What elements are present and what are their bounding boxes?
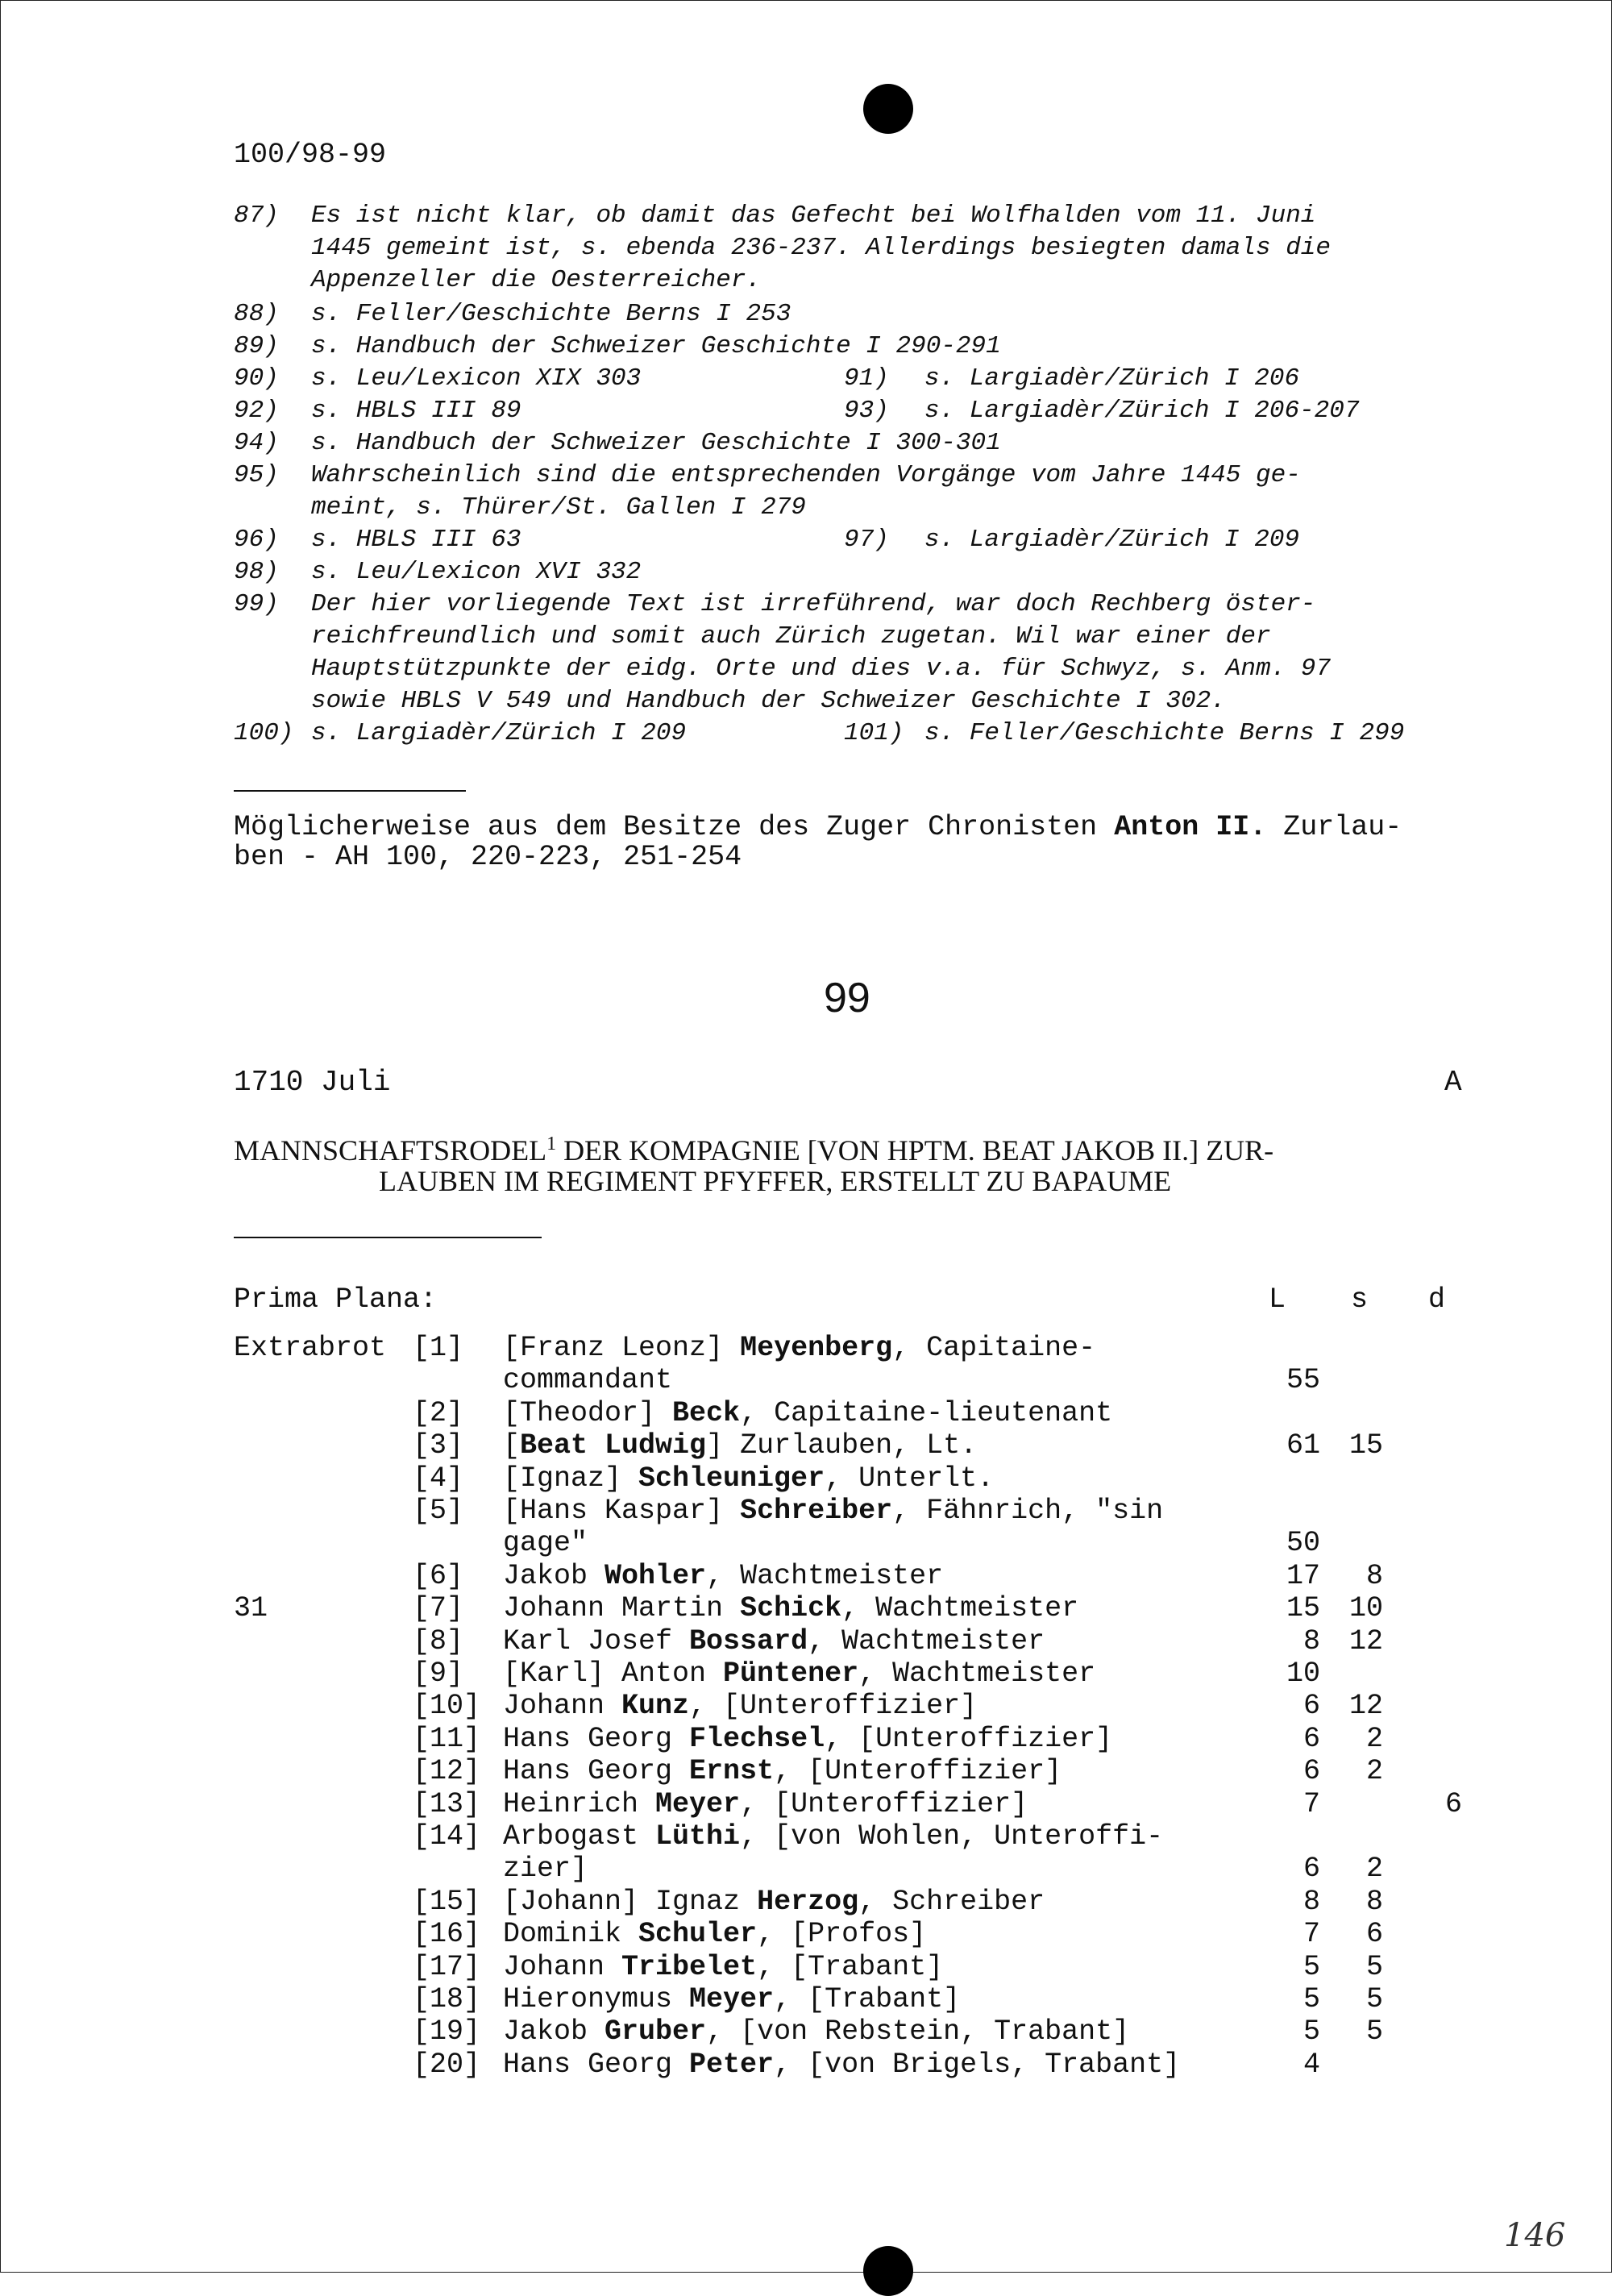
roster-surname: Gruber — [604, 2015, 707, 2048]
roster-index: [13] — [413, 1788, 481, 1820]
footnote-number: 93) — [844, 397, 889, 425]
roster-surname: Herzog — [757, 1886, 859, 1918]
roster-index: [9] — [413, 1658, 464, 1690]
roster-name-post: , [Profos] — [757, 1918, 927, 1950]
roster-person — [503, 1560, 943, 1592]
roster-index: [6] — [413, 1560, 464, 1592]
roster-row — [0, 1364, 1612, 1396]
footnote-number: 101) — [844, 719, 904, 747]
footnote-text-line: s. HBLS III 89 — [311, 397, 521, 425]
provenance-bold-name: Anton II. — [1114, 811, 1267, 843]
document-reference: 100/98-99 — [234, 139, 387, 171]
roster-value-s: 5 — [1365, 1983, 1383, 2015]
footnote-text-line: s. Feller/Geschichte Berns I 299 — [924, 719, 1405, 747]
roster-surname: Lüthi — [655, 1820, 741, 1853]
roster-row — [0, 1886, 1612, 1918]
footnote-text-line: s. HBLS III 63 — [311, 526, 521, 554]
roster-row — [0, 1462, 1612, 1495]
roster-person — [503, 1625, 1045, 1658]
roster-name-pre: gage" — [503, 1527, 588, 1559]
title-line-2: LAUBEN IM REGIMENT PFYFFER, ERSTELLT ZU BAPAUME — [379, 1165, 1172, 1197]
roster-person — [503, 1397, 1112, 1429]
roster-person — [503, 1495, 1163, 1527]
roster-index: [18] — [413, 1983, 481, 2015]
column-header-d: d — [1428, 1283, 1446, 1316]
roster-section-label: Prima Plana: — [234, 1283, 438, 1316]
roster-name-post: , Unterlt. — [825, 1462, 995, 1495]
roster-index: [14] — [413, 1820, 481, 1853]
roster-name-pre: Heinrich — [503, 1788, 656, 1820]
roster-value-l: 6 — [1302, 1690, 1320, 1722]
roster-index: [11] — [413, 1723, 481, 1755]
roster-surname: Meyer — [655, 1788, 741, 1820]
roster-name-post: , Wachtmeister — [841, 1592, 1079, 1624]
roster-person — [503, 1983, 960, 2015]
roster-value-l: 7 — [1302, 1918, 1320, 1950]
roster-name-post: , [von Wohlen, Unteroffi- — [740, 1820, 1164, 1853]
roster-surname: Schick — [740, 1592, 842, 1624]
roster-value-s: 10 — [1348, 1592, 1383, 1624]
roster-person — [503, 1364, 672, 1396]
footnote-text-line: Es ist nicht klar, ob damit das Gefecht bei Wolfhalden vom 11. Juni — [311, 202, 1316, 230]
footnote-text-line: 1445 gemeint ist, s. ebenda 236-237. Allerdings besiegten damals die — [311, 234, 1332, 262]
document-number: 99 — [824, 975, 870, 1021]
footnote-text-line: s. Largiadèr/Zürich I 206-207 — [924, 397, 1360, 425]
roster-value-l: 10 — [1286, 1658, 1320, 1690]
roster-person — [503, 1951, 943, 1983]
roster-surname: Bossard — [689, 1625, 808, 1658]
roster-name-post: , [Unteroffizier] — [825, 1723, 1113, 1755]
footnote-text-line: s. Handbuch der Schweizer Geschichte I 290-291 — [311, 332, 1001, 360]
roster-row — [0, 1332, 1612, 1364]
roster-name-pre: Hans Georg — [503, 1723, 690, 1755]
roster-surname: Beat Ludwig — [520, 1429, 707, 1462]
roster-value-s: 2 — [1365, 1853, 1383, 1885]
roster-index: [17] — [413, 1951, 481, 1983]
roster-index: [1] — [413, 1332, 464, 1364]
roster-value-s: 5 — [1365, 2015, 1383, 2048]
roster-value-l: 4 — [1302, 2049, 1320, 2081]
roster-person — [503, 1690, 977, 1722]
roster-index: [3] — [413, 1429, 464, 1462]
roster-name-pre: Jakob — [503, 1560, 605, 1592]
roster-person — [503, 1332, 1095, 1364]
footnote-number: 99) — [234, 590, 279, 618]
roster-row — [0, 1788, 1612, 1820]
footnote-text-line: s. Leu/Lexicon XIX 303 — [311, 364, 642, 393]
title-divider — [234, 1237, 542, 1238]
roster-value-l: 15 — [1286, 1592, 1320, 1624]
roster-name-post: ] Zurlauben, Lt. — [706, 1429, 978, 1462]
roster-person — [503, 1429, 977, 1462]
roster-name-pre: Hans Georg — [503, 1755, 690, 1787]
roster-name-post: , [Unteroffizier] — [740, 1788, 1028, 1820]
roster-row — [0, 1951, 1612, 1983]
footnote-number: 90) — [234, 364, 279, 393]
roster-name-pre: [Theodor] — [503, 1397, 673, 1429]
roster-name-post: , Capitaine-lieutenant — [740, 1397, 1113, 1429]
roster-row — [0, 1853, 1612, 1885]
roster-value-l: 5 — [1302, 2015, 1320, 2048]
roster-surname: Beck — [672, 1397, 741, 1429]
roster-surname: Schuler — [638, 1918, 758, 1950]
footnote-number: 98) — [234, 558, 279, 586]
document-date: 1710 Juli — [234, 1066, 391, 1099]
roster-value-s: 12 — [1348, 1625, 1383, 1658]
roster-surname: Püntener — [723, 1658, 859, 1690]
roster-row — [0, 1495, 1612, 1527]
roster-index: [5] — [413, 1495, 464, 1527]
title-footnote-mark: 1 — [546, 1133, 557, 1154]
provenance-text-b: Zurlau- — [1266, 811, 1402, 843]
footnote-number: 91) — [844, 364, 889, 393]
roster-surname: Wohler — [604, 1560, 707, 1592]
roster-person — [503, 1886, 1045, 1918]
roster-value-l: 8 — [1302, 1886, 1320, 1918]
roster-row — [0, 1397, 1612, 1429]
title-part-b: DER KOMPAGNIE [VON HPTM. BEAT JAKOB II.] ZUR- — [556, 1134, 1274, 1167]
roster-name-pre: Jakob — [503, 2015, 605, 2048]
roster-row — [0, 2015, 1612, 2048]
roster-value-s: 8 — [1365, 1886, 1383, 1918]
footnote-number: 97) — [844, 526, 889, 554]
roster-index: [10] — [413, 1690, 481, 1722]
document-title — [234, 1129, 1273, 1196]
roster-value-s: 5 — [1365, 1951, 1383, 1983]
roster-index: [7] — [413, 1592, 464, 1624]
roster-name-post: , [von Rebstein, Trabant] — [706, 2015, 1130, 2048]
roster-person — [503, 1723, 1112, 1755]
document-grade: A — [1444, 1066, 1462, 1099]
roster-index: [4] — [413, 1462, 464, 1495]
roster-value-l: 50 — [1286, 1527, 1320, 1559]
roster-name-post: , Capitaine- — [892, 1332, 1096, 1364]
punch-hole-bottom — [863, 2246, 913, 2296]
roster-name-pre: Hieronymus — [503, 1983, 690, 2015]
roster-row — [0, 1755, 1612, 1787]
roster-person — [503, 1755, 1062, 1787]
roster-name-post: , [Trabant] — [757, 1951, 944, 1983]
roster-value-l: 17 — [1286, 1560, 1320, 1592]
roster-surname: Flechsel — [689, 1723, 825, 1755]
archive-handwritten-number: 146 — [1504, 2217, 1566, 2254]
roster-index: [2] — [413, 1397, 464, 1429]
roster-name-post: , [von Brigels, Trabant] — [774, 2049, 1181, 2081]
roster-value-l: 7 — [1302, 1788, 1320, 1820]
roster-index: [15] — [413, 1886, 481, 1918]
roster-value-l: 6 — [1302, 1723, 1320, 1755]
roster-value-s: 6 — [1365, 1918, 1383, 1950]
roster-value-l: 61 — [1286, 1429, 1320, 1462]
punch-hole-top — [863, 84, 913, 134]
footnote-text-line: reichfreundlich und somit auch Zürich zugetan. Wil war einer der — [311, 622, 1271, 651]
roster-name-pre: Johann Martin — [503, 1592, 741, 1624]
roster-name-pre: zier] — [503, 1853, 588, 1885]
roster-row — [0, 1690, 1612, 1722]
roster-index: [16] — [413, 1918, 481, 1950]
roster-name-pre: Hans Georg — [503, 2049, 690, 2081]
column-header-s: s — [1351, 1283, 1369, 1316]
roster-row — [0, 1820, 1612, 1853]
footnote-divider — [234, 790, 466, 792]
footnote-text-line: s. Largiadèr/Zürich I 206 — [924, 364, 1300, 393]
footnote-text-line: s. Largiadèr/Zürich I 209 — [311, 719, 687, 747]
roster-surname: Schleuniger — [638, 1462, 825, 1495]
roster-value-d: 6 — [1444, 1788, 1462, 1820]
roster-side-note: Extrabrot — [234, 1332, 387, 1364]
roster-name-post: , [Unteroffizier] — [774, 1755, 1062, 1787]
roster-index: [19] — [413, 2015, 481, 2048]
roster-value-l: 6 — [1302, 1853, 1320, 1885]
footnote-number: 96) — [234, 526, 279, 554]
roster-name-post: , Wachtmeister — [808, 1625, 1045, 1658]
roster-row — [0, 1723, 1612, 1755]
roster-name-post: , Wachtmeister — [706, 1560, 944, 1592]
roster-name-pre: Johann — [503, 1690, 622, 1722]
roster-name-pre: [Karl] Anton — [503, 1658, 724, 1690]
provenance-text-a: Möglicherweise aus dem Besitze des Zuger Chronisten — [234, 811, 1115, 843]
roster-row — [0, 1527, 1612, 1559]
footnote-text-line: s. Handbuch der Schweizer Geschichte I 300-301 — [311, 429, 1001, 457]
roster-person — [503, 1462, 994, 1495]
roster-name-pre: [Ignaz] — [503, 1462, 639, 1495]
footnote-number: 92) — [234, 397, 279, 425]
footnote-number: 88) — [234, 300, 279, 328]
footnote-text-line: s. Leu/Lexicon XVI 332 — [311, 558, 642, 586]
roster-person — [503, 1853, 588, 1885]
roster-name-post: , Fähnrich, "sin — [892, 1495, 1164, 1527]
roster-row — [0, 1429, 1612, 1462]
roster-row — [0, 1592, 1612, 1624]
column-header-l: L — [1269, 1283, 1286, 1316]
roster-value-l: 5 — [1302, 1951, 1320, 1983]
footnote-text-line: s. Feller/Geschichte Berns I 253 — [311, 300, 791, 328]
roster-name-pre: [ — [503, 1429, 521, 1462]
roster-row — [0, 1983, 1612, 2015]
roster-name-pre: [Johann] Ignaz — [503, 1886, 758, 1918]
roster-row — [0, 1658, 1612, 1690]
roster-name-pre: Arbogast — [503, 1820, 656, 1853]
roster-surname: Tribelet — [621, 1951, 758, 1983]
provenance-text-c: ben - AH 100, 220-223, 251-254 — [234, 841, 742, 873]
footnote-number: 87) — [234, 202, 279, 230]
roster-name-pre: Johann — [503, 1951, 622, 1983]
roster-value-l: 55 — [1286, 1364, 1320, 1396]
roster-index: [20] — [413, 2049, 481, 2081]
roster-person — [503, 1788, 1028, 1820]
roster-surname: Kunz — [621, 1690, 690, 1722]
roster-surname: Schreiber — [740, 1495, 893, 1527]
footnote-text-line: s. Largiadèr/Zürich I 209 — [924, 526, 1300, 554]
roster-value-s: 12 — [1348, 1690, 1383, 1722]
roster-person — [503, 1918, 926, 1950]
roster-person — [503, 1527, 588, 1559]
roster-name-post: , Schreiber — [858, 1886, 1045, 1918]
footnote-number: 89) — [234, 332, 279, 360]
roster-person — [503, 1592, 1078, 1624]
footnote-text-line: meint, s. Thürer/St. Gallen I 279 — [311, 493, 806, 522]
roster-row — [0, 1625, 1612, 1658]
roster-value-s: 8 — [1365, 1560, 1383, 1592]
roster-name-pre: commandant — [503, 1364, 673, 1396]
roster-row — [0, 2049, 1612, 2081]
roster-name-post: , Wachtmeister — [858, 1658, 1096, 1690]
roster-surname: Meyenberg — [740, 1332, 893, 1364]
footnote-text-line: Hauptstützpunkte der eidg. Orte und dies v.a. für Schwyz, s. Anm. 97 — [311, 655, 1332, 683]
roster-name-pre: Karl Josef — [503, 1625, 690, 1658]
roster-side-note: 31 — [234, 1592, 268, 1624]
roster-value-s: 15 — [1348, 1429, 1383, 1462]
footnote-text-line: Wahrscheinlich sind die entsprechenden Vorgänge vom Jahre 1445 ge- — [311, 461, 1301, 489]
roster-name-pre: Dominik — [503, 1918, 639, 1950]
roster-name-post: , [Unteroffizier] — [689, 1690, 978, 1722]
title-part-a: MANNSCHAFTSRODEL — [234, 1134, 547, 1167]
roster-person — [503, 2049, 1180, 2081]
roster-person — [503, 1820, 1163, 1853]
footnote-text-line: Appenzeller die Oesterreicher. — [311, 266, 762, 294]
footnote-number: 100) — [234, 719, 294, 747]
footnote-number: 94) — [234, 429, 279, 457]
roster-name-post: , [Trabant] — [774, 1983, 961, 2015]
roster-name-pre: [Hans Kaspar] — [503, 1495, 741, 1527]
roster-person — [503, 2015, 1129, 2048]
roster-row — [0, 1560, 1612, 1592]
roster-value-s: 2 — [1365, 1723, 1383, 1755]
roster-index: [8] — [413, 1625, 464, 1658]
roster-index: [12] — [413, 1755, 481, 1787]
roster-value-l: 8 — [1302, 1625, 1320, 1658]
roster-person — [503, 1658, 1095, 1690]
provenance-note — [234, 813, 1402, 872]
footnote-text-line: sowie HBLS V 549 und Handbuch der Schweizer Geschichte I 302. — [311, 687, 1226, 715]
roster-value-s: 2 — [1365, 1755, 1383, 1787]
roster-surname: Peter — [689, 2049, 775, 2081]
footnote-text-line: Der hier vorliegende Text ist irreführend, war doch Rechberg öster- — [311, 590, 1316, 618]
roster-surname: Ernst — [689, 1755, 775, 1787]
roster-name-pre: [Franz Leonz] — [503, 1332, 741, 1364]
roster-value-l: 6 — [1302, 1755, 1320, 1787]
roster-value-l: 5 — [1302, 1983, 1320, 2015]
roster-row — [0, 1918, 1612, 1950]
roster-surname: Meyer — [689, 1983, 775, 2015]
footnote-number: 95) — [234, 461, 279, 489]
